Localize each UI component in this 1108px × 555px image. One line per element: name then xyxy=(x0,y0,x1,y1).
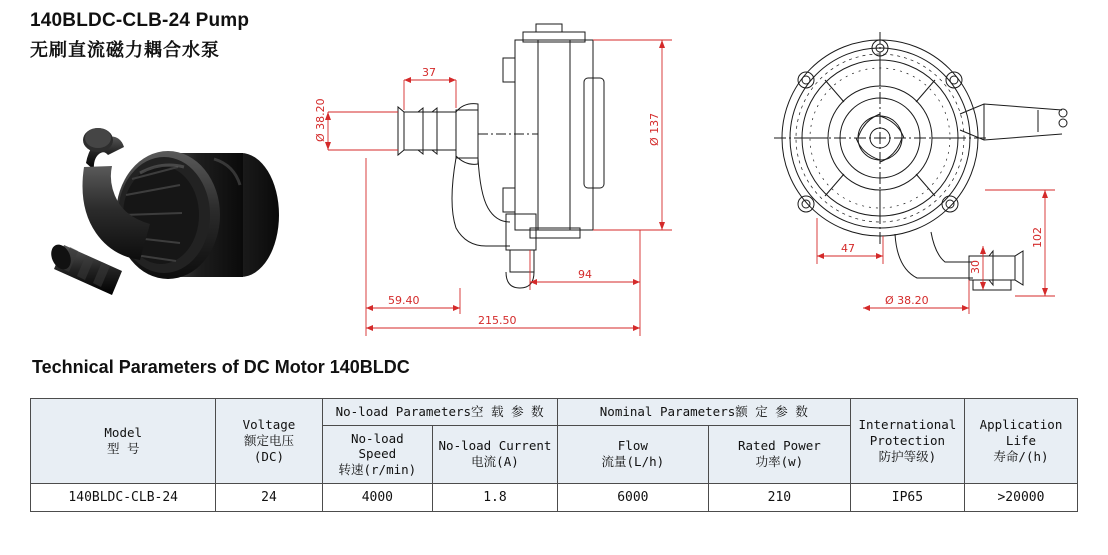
header-noload-speed-line3: 转速(r/min) xyxy=(338,461,417,477)
header-rated-power-line1: Rated Power xyxy=(738,438,821,454)
product-title-cn: 无刷直流磁力耦合水泵 xyxy=(30,40,220,60)
cell-voltage: 24 xyxy=(216,483,322,511)
header-noload-current-line2: 电流(A) xyxy=(471,454,519,470)
cell-flow: 6000 xyxy=(557,483,708,511)
cell-noload-speed: 4000 xyxy=(322,483,433,511)
dim-mid-length: 94 xyxy=(578,268,592,281)
header-rated-power-line2: 功率(w) xyxy=(755,454,804,470)
pump-product-photo xyxy=(28,95,308,295)
header-noload-current xyxy=(433,425,558,483)
dim-body-diameter: Ø 137 xyxy=(648,112,661,146)
header-model-line1: Model xyxy=(104,425,143,441)
header-protection xyxy=(850,399,964,484)
header-protection-line3: 防护等级) xyxy=(878,448,937,464)
cell-model: 140BLDC-CLB-24 xyxy=(31,483,216,511)
header-flow xyxy=(557,425,708,483)
pump-front-view-drawing xyxy=(745,18,1100,348)
dim-outlet-height: 30 xyxy=(969,260,982,274)
cell-life: >20000 xyxy=(964,483,1077,511)
header-flow-line2: 流量(L/h) xyxy=(601,454,665,470)
header-life-line2: Life xyxy=(1005,432,1037,448)
header-noload-group: No-load Parameters空 载 参 数 xyxy=(322,399,557,426)
section-title: Technical Parameters of DC Motor 140BLDC xyxy=(32,357,410,377)
header-noload-speed-line2: Speed xyxy=(358,446,397,462)
header-noload-speed-line1: No-load xyxy=(351,430,404,446)
header-protection-line2: Protection xyxy=(869,432,946,448)
cell-protection: IP65 xyxy=(850,483,964,511)
header-flow-line1: Flow xyxy=(617,438,648,454)
header-life-line3: 寿命/(h) xyxy=(993,448,1049,464)
header-voltage-line1: Voltage xyxy=(242,417,296,433)
header-voltage-line2: 额定电压 xyxy=(243,432,294,448)
pump-side-view-drawing xyxy=(300,18,700,348)
header-noload-speed xyxy=(322,425,433,483)
dim-inlet-diameter: Ø 38.20 xyxy=(314,98,327,142)
header-voltage xyxy=(216,399,322,484)
dim-inlet-length: 59.40 xyxy=(388,294,420,307)
cell-noload-current: 1.8 xyxy=(433,483,558,511)
cell-rated-power: 210 xyxy=(708,483,850,511)
dim-outlet-offset: 47 xyxy=(841,242,855,255)
dim-overall-height: 102 xyxy=(1031,227,1044,248)
header-life xyxy=(964,399,1077,484)
page-title xyxy=(30,10,249,62)
table-row xyxy=(31,483,1078,511)
header-rated-power xyxy=(708,425,850,483)
header-model-line2: 型 号 xyxy=(106,440,140,456)
header-protection-line1: International xyxy=(858,417,957,433)
technical-parameters-table xyxy=(30,398,1078,512)
header-voltage-line3: (DC) xyxy=(253,448,285,464)
header-life-line1: Application xyxy=(979,417,1063,433)
dim-outlet-diameter: Ø 38.20 xyxy=(885,294,929,307)
header-model xyxy=(31,399,216,484)
product-title-en: 140BLDC-CLB-24 Pump xyxy=(30,10,250,31)
header-nominal-group: Nominal Parameters额 定 参 数 xyxy=(557,399,850,426)
header-noload-current-line1: No-load Current xyxy=(438,438,552,454)
dim-overall-length: 215.50 xyxy=(478,314,517,327)
dim-flange-width: 37 xyxy=(422,66,436,79)
